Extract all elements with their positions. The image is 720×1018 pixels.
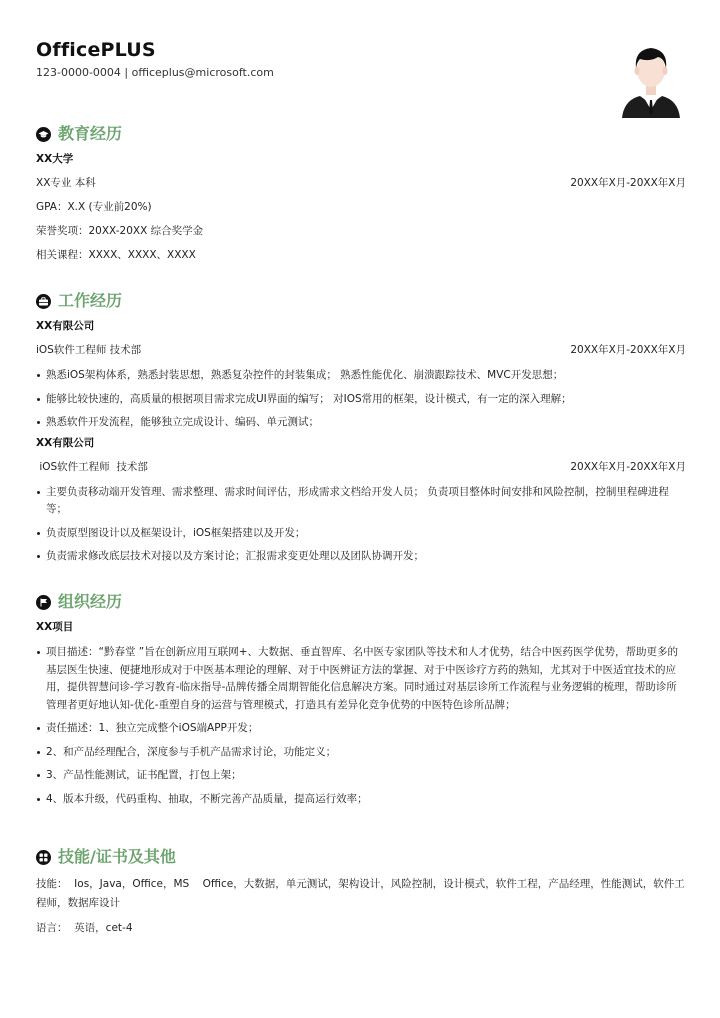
section-title: 教育经历 [58,124,123,143]
contact-info: 123-0000-0004 | officeplus@microsoft.com [36,66,274,79]
list-item: 负责原型图设计以及框架设计，iOS框架搭建以及开发； [36,525,686,543]
job-period: 20XX年X月-20XX年X月 [570,344,686,356]
list-item: 熟悉软件开发流程，能够独立完成设计、编码、单元测试； [36,414,686,432]
list-item: 责任描述：1、独立完成整个iOS端APP开发； [36,720,686,738]
section-title: 技能/证书及其他 [58,847,176,866]
list-item: 能够比较快速的，高质量的根据项目需求完成UI界面的编写； 对IOS常用的框架，设计模式，有一定的深入理解； [36,391,686,409]
language-text: 语言： 英语，cet-4 [36,922,133,934]
skills-section [36,845,686,942]
skills-text: 技能： Ios，Java，Office，MS Office，大数据，单元测试，架构设计，风险控制，设计模式，软件工程，产品经理，性能测试，软件工程师，数据库设计 [36,878,685,909]
list-item: 4、版本升级，代码重构、抽取，不断完善产品质量，提高运行效率； [36,791,686,809]
education-heading [36,122,686,146]
resume-header [36,38,686,120]
list-item: 负责需求修改底层技术对接以及方案讨论；汇报需求变更处理以及团队协调开发； [36,548,686,566]
project-name: XX项目 [36,621,74,633]
flag-icon [36,595,51,610]
education-major-row [36,176,686,190]
job-period: 20XX年X月-20XX年X月 [570,460,686,473]
job-entry [36,436,686,566]
job-role: iOS软件工程师 技术部 [36,460,148,473]
graduation-cap-icon [36,127,51,142]
job-role: iOS软件工程师 技术部 [36,344,142,356]
list-item: 项目描述：“黔春堂 ”旨在创新应用互联网+、大数据、垂直智库、名中医专家团队等技术和人才优势，结合中医药医学优势，帮助更多的基层医生快速、便捷地形成对于中医基本理论的理解、对于中医辨证方法的掌握、对于中医诊疗方药的熟知，尤其对于中医适宜技术的应用，提供智慧问诊-学习教育-临床指导-品牌传播全周期智能化信息解决方案。同时通过对基层诊所工作流程与业务逻辑的梳理，帮助诊所管理者更好地认知-优化-重塑自身的运营与管理模式，打造具有差异化竞争优势的中医特色诊所品牌； [36,644,686,714]
list-item: 3、产品性能测试，证书配置，打包上架； [36,767,686,785]
work-heading [36,289,686,313]
job-role-row [36,460,686,474]
work-section [36,289,686,572]
section-title: 组织经历 [58,592,123,611]
list-item: 熟悉iOS架构体系，熟悉封装思想，熟悉复杂控件的封装集成； 熟悉性能优化、崩溃跟踪技术、MVC开发思想； [36,367,686,385]
courses: 相关课程：XXXX、XXXX、XXXX [36,249,196,261]
person-name: OfficePLUS [36,39,156,61]
org-heading [36,590,686,614]
honors: 荣誉奖项：20XX-20XX 综合奖学金 [36,225,204,237]
list-item: 主要负责移动端开发管理、需求整理、需求时间评估，形成需求文档给开发人员； 负责项目整体时间安排和风险控制，控制里程碑进程等； [36,484,686,519]
education-section [36,122,686,272]
avatar [620,38,682,118]
grid-icon [36,850,51,865]
job-entry [36,319,686,432]
section-title: 工作经历 [58,291,123,310]
school-name: XX大学 [36,153,74,165]
list-item: 2、和产品经理配合，深度参与手机产品需求讨论，功能定义； [36,744,686,762]
major: XX专业 本科 [36,177,96,189]
org-section [36,590,686,814]
company-name: XX有限公司 [36,320,95,332]
education-period: 20XX年X月-20XX年X月 [570,177,686,189]
gpa: GPA：X.X (专业前20%) [36,201,152,213]
job-role-row [36,343,686,357]
company-name: XX有限公司 [36,436,95,449]
briefcase-icon [36,294,51,309]
skills-heading [36,845,686,869]
